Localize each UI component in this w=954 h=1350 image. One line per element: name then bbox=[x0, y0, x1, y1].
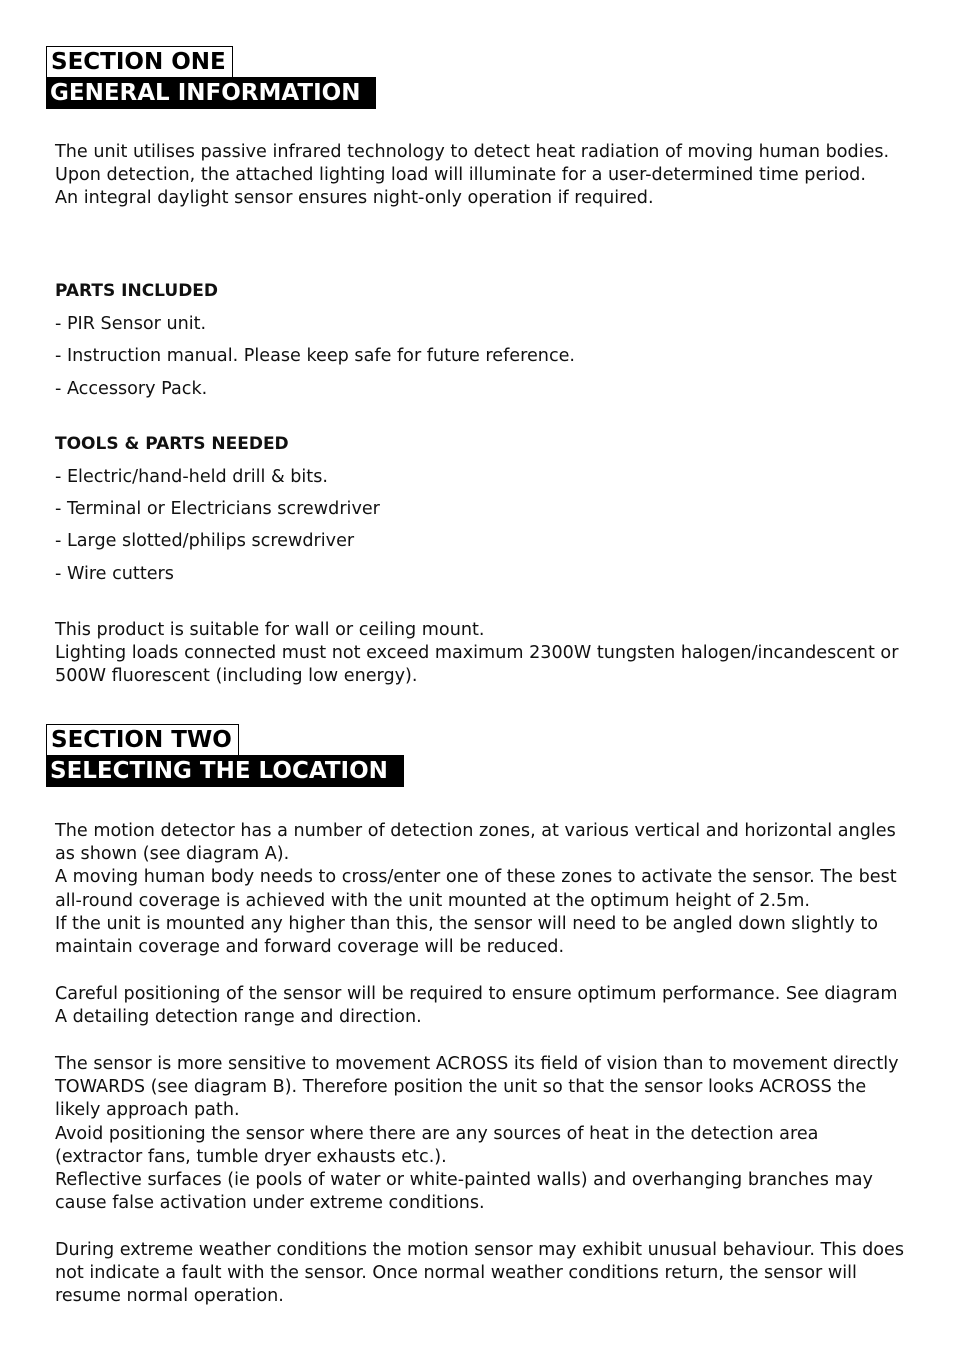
list-item: - Terminal or Electricians screwdriver bbox=[55, 499, 380, 519]
list-item: - Large slotted/philips screwdriver bbox=[55, 531, 355, 551]
list-item: - Wire cutters bbox=[55, 564, 174, 584]
section-title: SELECTING THE LOCATION bbox=[46, 755, 404, 787]
tools-heading: TOOLS & PARTS NEEDED bbox=[55, 434, 289, 454]
section-title: GENERAL INFORMATION bbox=[46, 77, 376, 109]
mount-paragraph: This product is suitable for wall or ceiling mount. Lighting loads connected must not exceed maximum 2300W tungsten halogen/incandescent or 500W fluorescent (including low energy). bbox=[55, 620, 899, 687]
location-paragraph-3: The sensor is more sensitive to movement ACROSS its field of vision than to movement directly TOWARDS (see diagram B). Therefore position the unit so that the sensor looks ACROSS the likely approach path. Avoid positioning the sensor where there are any sources of heat in the detection area (extractor fans, tumble dryer exhausts etc.). Reflective surfaces (ie pools of water or white-painted walls) and overhanging branches may cause false activation under extreme conditions. bbox=[55, 1054, 899, 1214]
list-item: - Electric/hand-held drill & bits. bbox=[55, 467, 328, 487]
list-item: - PIR Sensor unit. bbox=[55, 314, 207, 334]
list-item: - Instruction manual. Please keep safe for future reference. bbox=[55, 346, 576, 366]
intro-paragraph: The unit utilises passive infrared technology to detect heat radiation of moving human bodies. Upon detection, the attached lighting load will illuminate for a user-determined time period. An integral daylight sensor ensures night-only operation if required. bbox=[55, 142, 890, 209]
list-item: - Accessory Pack. bbox=[55, 379, 208, 399]
location-paragraph-2: Careful positioning of the sensor will be required to ensure optimum performance. See diagram A detailing detection range and direction. bbox=[55, 984, 898, 1028]
section-number: SECTION TWO bbox=[46, 724, 239, 755]
location-paragraph-4: During extreme weather conditions the motion sensor may exhibit unusual behaviour. This does not indicate a fault with the sensor. Once normal weather conditions return, the sensor will resume normal operation. bbox=[55, 1240, 905, 1307]
section-two-header bbox=[46, 724, 404, 787]
section-number: SECTION ONE bbox=[46, 46, 233, 77]
parts-heading: PARTS INCLUDED bbox=[55, 281, 219, 301]
location-paragraph-1: The motion detector has a number of detection zones, at various vertical and horizontal angles as shown (see diagram A). A moving human body needs to cross/enter one of these zones to activate the sensor. The best all-round coverage is achieved with the unit mounted at the optimum height of 2.5m. If the unit is mounted any higher than this, the sensor will need to be angled down slightly to maintain coverage and forward coverage will be reduced. bbox=[55, 821, 897, 958]
section-one-header bbox=[46, 46, 376, 109]
